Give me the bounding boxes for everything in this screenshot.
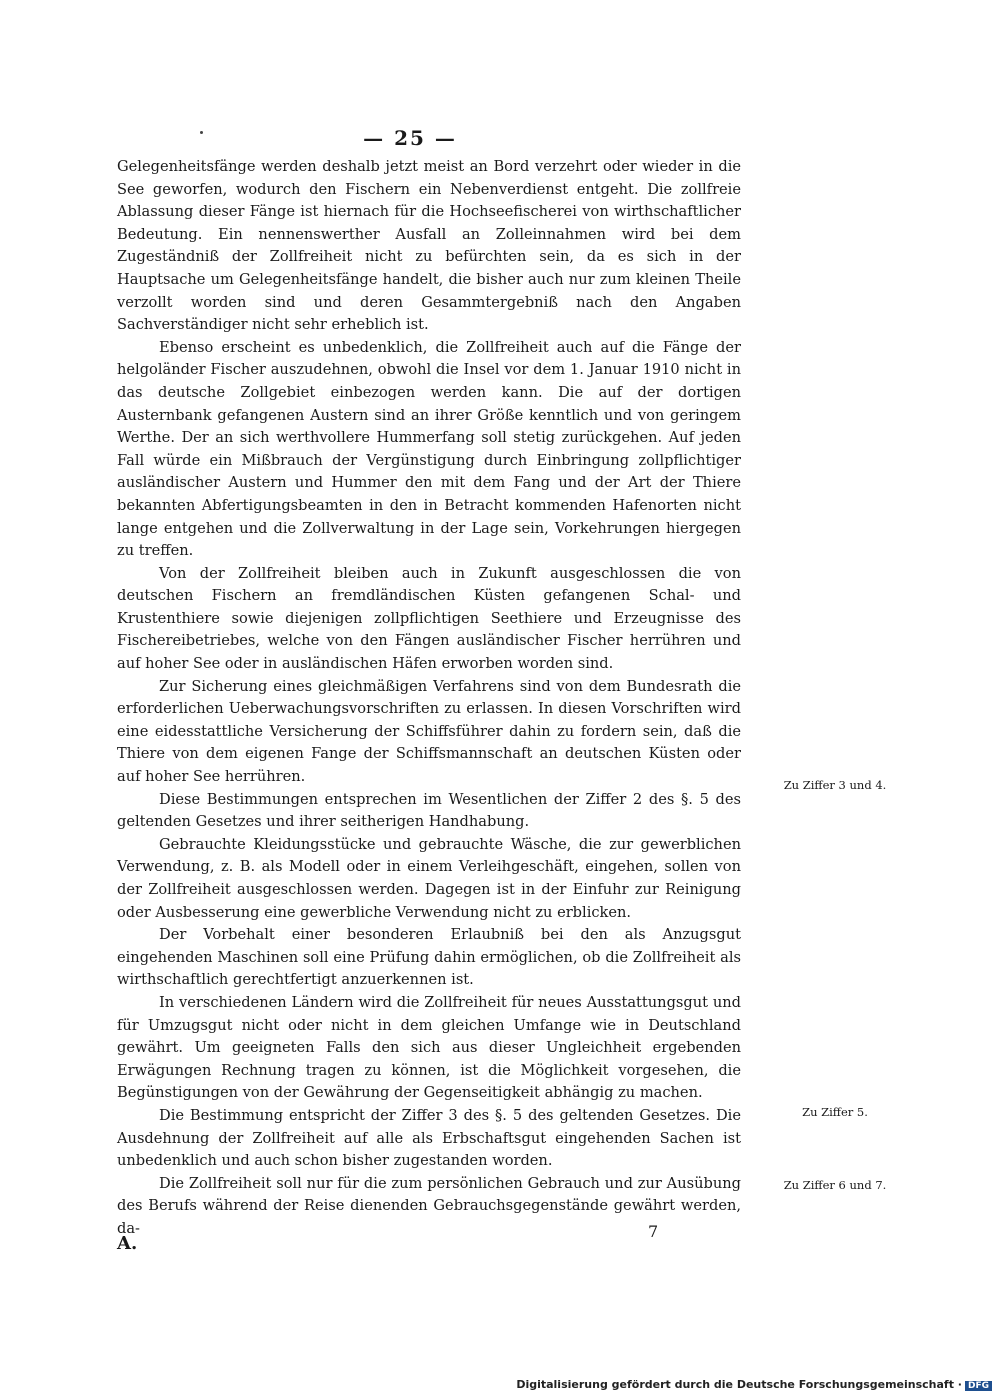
dfg-logo: DFG	[965, 1381, 992, 1391]
paragraph: Diese Bestimmungen entsprechen im Wesentlichen der Ziffer 2 des §. 5 des geltenden Gesetzes und ihrer seitherigen Handhabung.	[117, 790, 741, 831]
paragraph: Zur Sicherung eines gleichmäßigen Verfahrens sind von dem Bundesrath die erforderlichen Ueberwachungsvorschriften zu erlassen. In diesen Vorschriften wird eine eidesstattliche Versicherung der Schiffsführer dahin zu fordern sein, daß die Thiere von dem eigenen Fange der Schiffsmannschaft an deutschen Küsten oder auf hoher See herrühren.	[117, 677, 741, 786]
body-text	[117, 156, 741, 1241]
paragraph: In verschiedenen Ländern wird die Zollfreiheit für neues Ausstattungsgut und für Umzugsgut nicht oder nicht in dem gleichen Umfange wie in Deutschland gewährt. Um geeigneten Falls den sich aus dieser Ungleichheit ergebenden Erwägungen Rechnung tragen zu können, ist die Möglichkeit vorgesehen, die Begünstigungen von der Gewährung der Gegenseitigkeit abhängig zu machen.	[117, 993, 741, 1102]
margin-note-ziffer-6-7: Zu Ziffer 6 und 7.	[783, 1178, 887, 1192]
footer-text: Digitalisierung gefördert durch die Deutsche Forschungsgemeinschaft ·	[516, 1378, 962, 1391]
page-number: — 25 —	[363, 126, 457, 150]
paragraph: Der Vorbehalt einer besonderen Erlaubniß bei den als Anzugsgut eingehenden Maschinen soll eine Prüfung dahin ermöglichen, ob die Zollfreiheit als wirthschaftlich gerechtfertigt anzuerkennen ist.	[117, 926, 741, 989]
paragraph: Gelegenheitsfänge werden deshalb jetzt meist an Bord verzehrt oder wieder in die See geworfen, wodurch den Fischern ein Nebenverdienst entgeht. Die zollfreie Ablassung dieser Fänge ist hiernach für die Hochseefischerei von wirthschaftlicher Bedeutung. Ein nennenswerther Ausfall an Zolleinnahmen wird bei dem Zugeständniß der Zollfreiheit nicht zu befürchten sein, da es sich in der Hauptsache um Gelegenheitsfänge handelt, die bisher auch nur zum kleinen Theile verzollt worden sind und deren Gesammtergebniß nach den Angaben Sachverständiger nicht sehr erheblich ist.	[117, 158, 741, 334]
margin-note-ziffer-5: Zu Ziffer 5.	[802, 1105, 868, 1119]
digitization-footer	[516, 1378, 992, 1391]
paragraph: Die Zollfreiheit soll nur für die zum persönlichen Gebrauch und zur Ausübung des Berufs während der Reise dienenden Gebrauchsgegenstände gewährt werden, da-	[117, 1174, 741, 1237]
sheet-number: 7	[648, 1222, 659, 1241]
paragraph: Gebrauchte Kleidungsstücke und gebrauchte Wäsche, die zur gewerblichen Verwendung, z. B. als Modell oder in einem Verleihgeschäft, eingehen, sollen von der Zollfreiheit ausgeschlossen werden. Dagegen ist in der Einfuhr zur Reinigung oder Ausbesserung eine gewerbliche Verwendung nicht zu erblicken.	[117, 835, 741, 921]
paragraph: Von der Zollfreiheit bleiben auch in Zukunft ausgeschlossen die von deutschen Fischern an fremdländischen Küsten gefangenen Schal- und Krustenthiere sowie diejenigen zollpflichtigen Seethiere und Erzeugnisse des Fischereibetriebes, welche von den Fängen ausländischer Fischer herrühren und auf hoher See oder in ausländischen Häfen erworben worden sind.	[117, 564, 741, 673]
signature-mark: A.	[117, 1233, 138, 1254]
paragraph: Ebenso erscheint es unbedenklich, die Zollfreiheit auch auf die Fänge der helgoländer Fischer auszudehnen, obwohl die Insel vor dem 1. Januar 1910 nicht in das deutsche Zollgebiet einbezogen werden kann. Die auf der dortigen Austernbank gefangenen Austern sind an ihrer Größe kenntlich und von geringem Werthe. Der an sich werthvollere Hummerfang soll stetig zurückgehen. Auf jeden Fall würde ein Mißbrauch der Vergünstigung durch Einbringung zollpflichtiger ausländischer Austern und Hummer den mit dem Fang und der Art der Thiere bekannten Abfertigungsbeamten in den in Betracht kommenden Hafenorten nicht lange entgehen und die Zollverwaltung in der Lage sein, Vorkehrungen hiergegen zu treffen.	[117, 338, 741, 560]
margin-note-ziffer-3-4: Zu Ziffer 3 und 4.	[783, 778, 887, 792]
paragraph: Die Bestimmung entspricht der Ziffer 3 des §. 5 des geltenden Gesetzes. Die Ausdehnung der Zollfreiheit auf alle als Erbschaftsgut eingehenden Sachen ist unbedenklich und auch schon bisher zugestanden worden.	[117, 1106, 741, 1170]
